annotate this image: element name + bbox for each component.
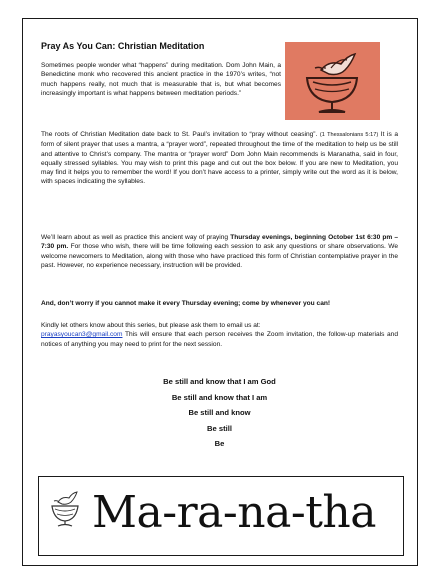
contact-text-a: Kindly let others know about this series, but please ask them to email us at: [41, 322, 261, 329]
poem-line: Be still and know that I am God [163, 377, 276, 386]
dove-on-chalice-illustration [285, 42, 380, 120]
poem-line: Be still [207, 423, 232, 433]
poem-line: Be still and know that I am [171, 392, 268, 402]
email-link[interactable]: prayasyoucan3@gmail.com [41, 331, 123, 339]
roots-paragraph [41, 130, 398, 187]
maranatha-mantra: Ma-ra-na-tha [92, 487, 376, 538]
schedule-text-a: We’ll learn about as well as practice this ancient way of praying [41, 234, 231, 241]
contact-paragraph [41, 321, 398, 349]
roots-text-a: The roots of Christian Meditation date back to St. Paul’s invitation to “pray without ceasing”. [41, 131, 320, 138]
poem-line: Be still and know [188, 408, 251, 418]
contact-text-b: This will ensure that each person receives the Zoom invitation, the follow-up materials and notices of anything you may need to print for the next session. [41, 331, 398, 348]
poem-line: Be [214, 439, 225, 449]
scripture-citation: (1 Thessalonians 5:17) [319, 132, 379, 138]
schedule-paragraph [41, 233, 398, 270]
schedule-text-b: For those who wish, there will be time following each session to ask any questions or share observations. We welcome newcomers to Meditation, along with those who have practiced this form of Christian contemplative prayer in the past. However, no experience necessary, instruction will be provided. [41, 243, 398, 269]
dove-on-chalice-icon [44, 490, 86, 528]
intro-paragraph: Sometimes people wonder what “happens” during meditation. Dom John Main, a Benedictine monk who recovered this ancient practice in the 1970’s writes, “not much happens really, not much that is measurable that is, but what becomes increasingly important is what happens between meditation periods.” [41, 62, 281, 97]
reassurance-line: And, don’t worry if you cannot make it every Thursday evening; come by whenever you can! [41, 300, 331, 307]
be-still-poem [41, 374, 398, 452]
page-title: Pray As You Can: Christian Meditation [41, 41, 205, 51]
schedule-time: Thursday evenings, beginning October 1st 6:30 pm – 7:30 pm. [41, 234, 399, 251]
roots-text-b: It is a form of silent prayer that uses a mantra, a “prayer word”, repeated throughout the time of the meditation to help us be still and attentive to Christ’s company. The mantra or “prayer word” Dom John Main recommends is Maranatha, said in four, equally stressed syllables. You may wish to print this page and cut out the box below. If you are new to Meditation, you may find it helps you to remember the word! If you don’t have access to a printer, simply write out the word as it is below, with spaces indicating the syllables. [41, 131, 398, 186]
